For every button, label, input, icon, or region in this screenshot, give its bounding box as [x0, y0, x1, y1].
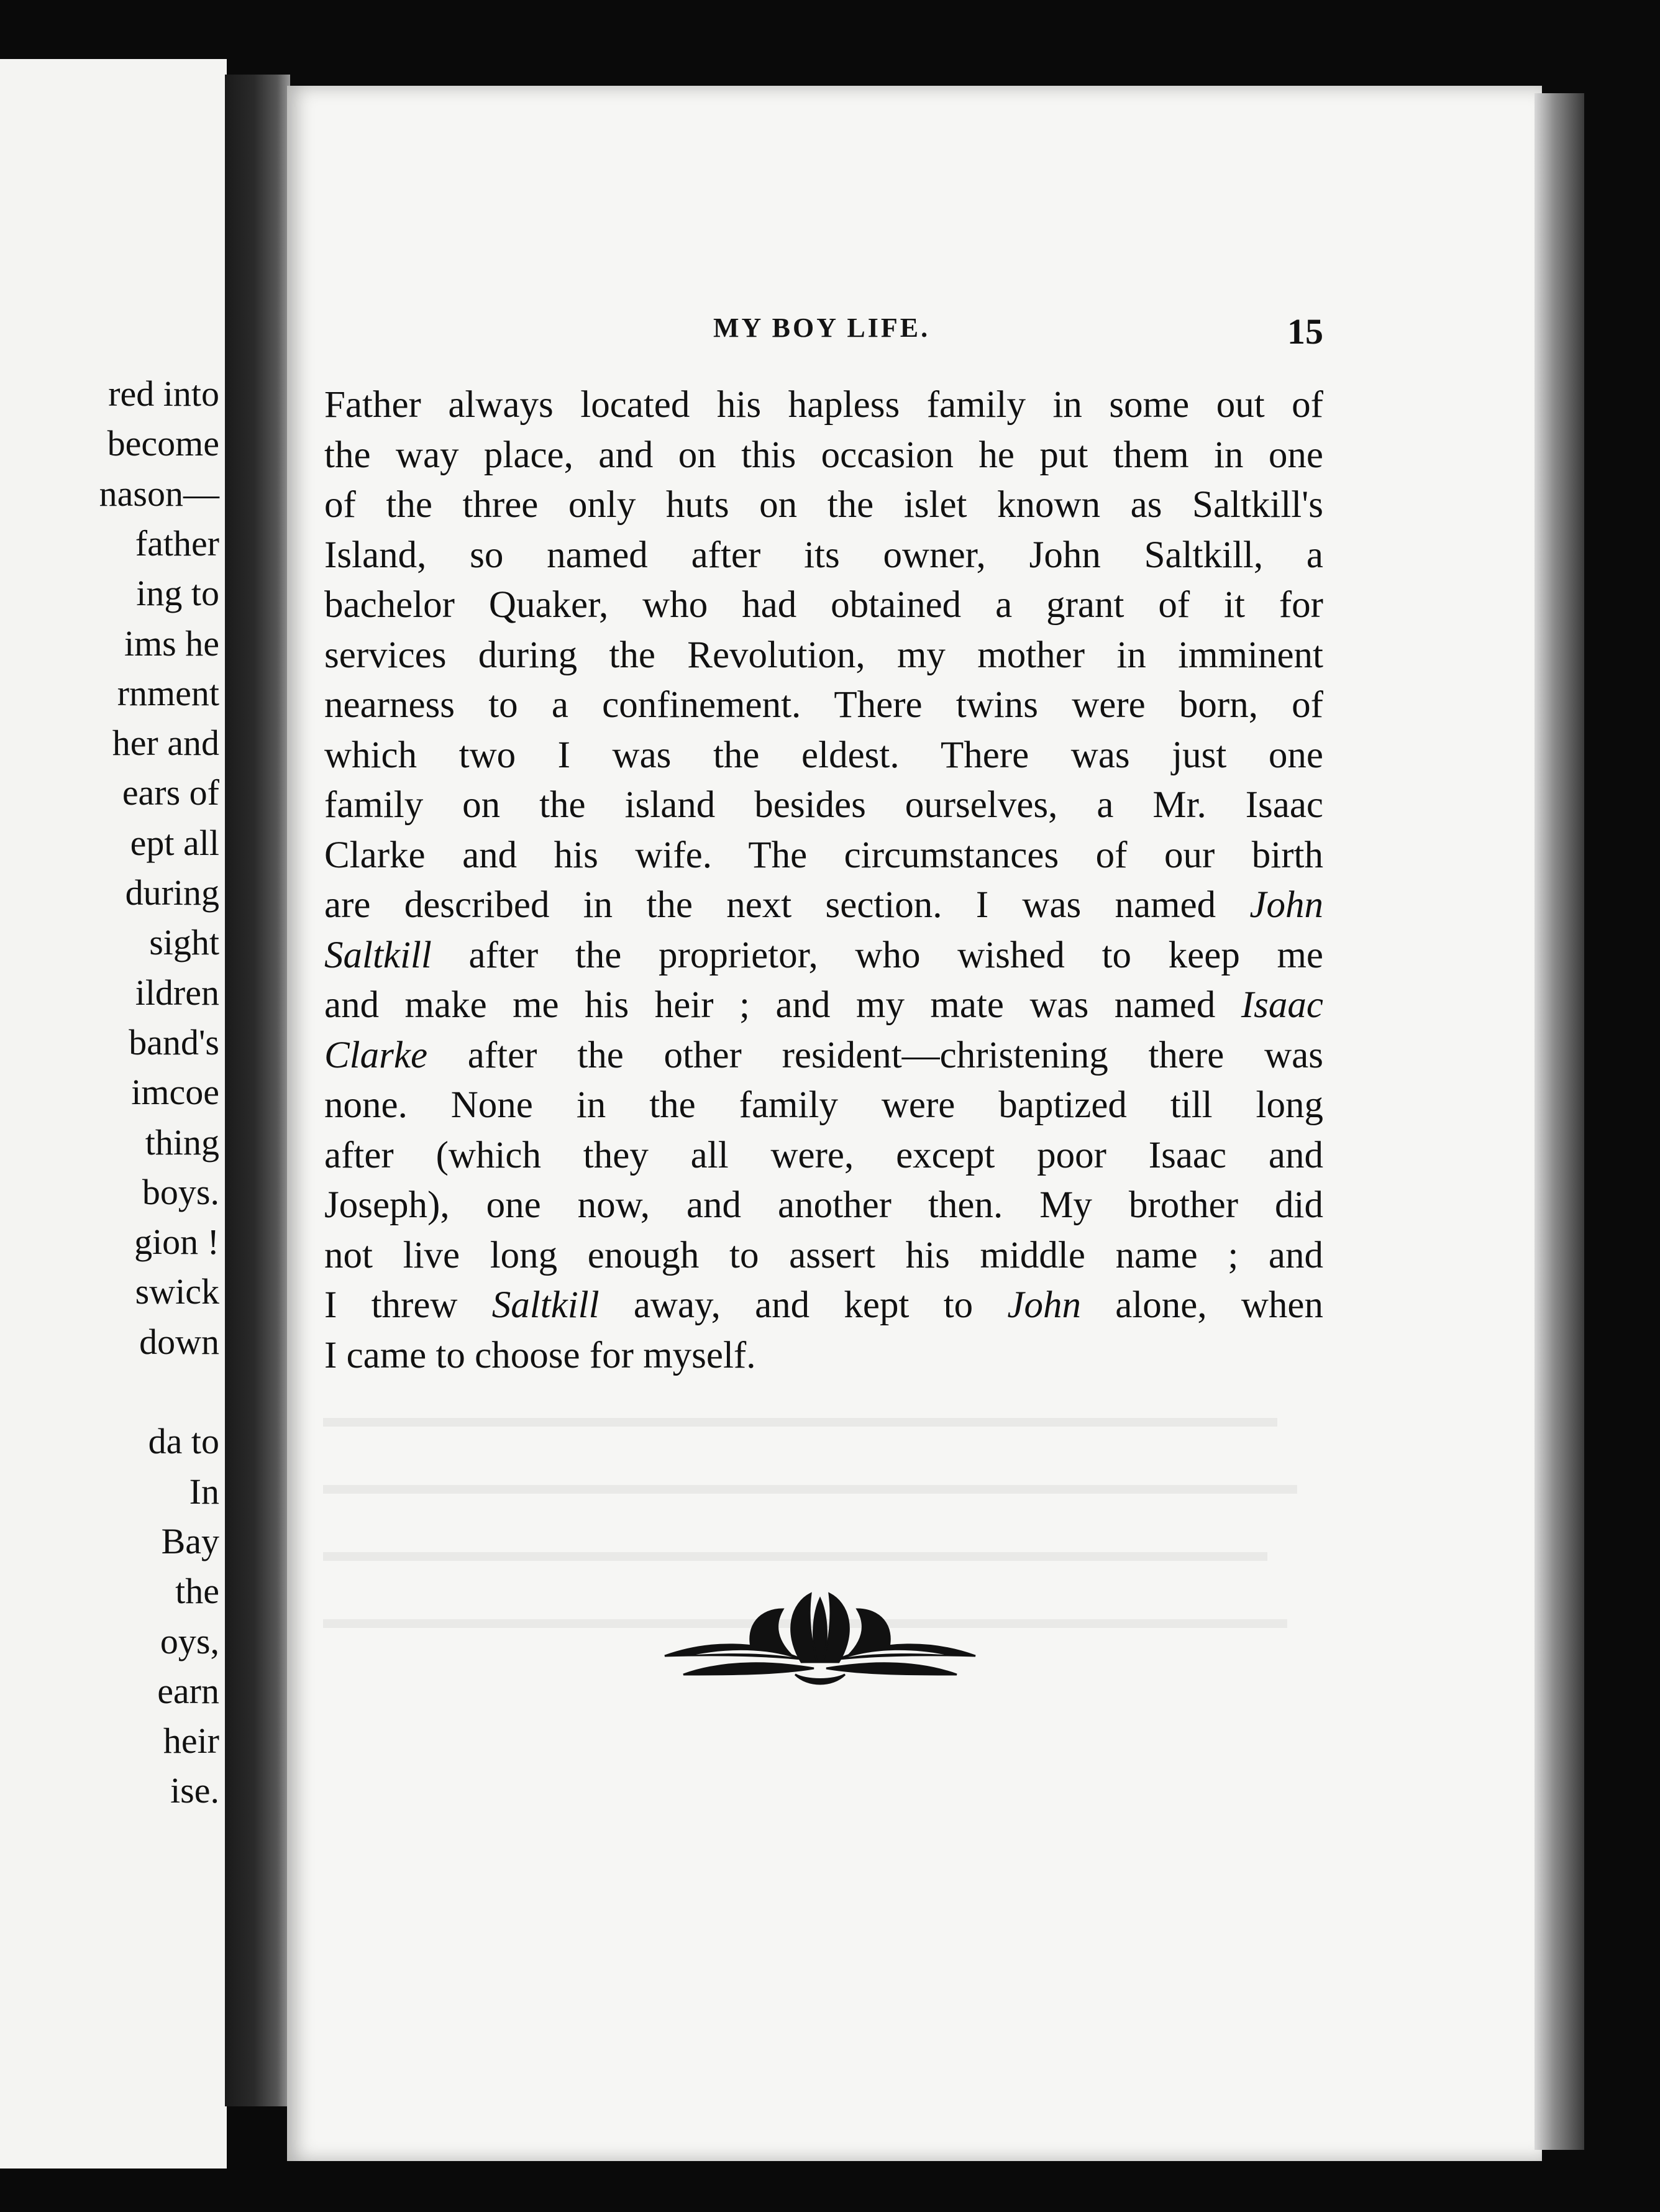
page-edge	[1535, 93, 1584, 2150]
left-page-fragment: boys.	[142, 1171, 219, 1212]
left-page-fragment: sight	[149, 922, 219, 963]
left-page-fragment: In	[189, 1471, 219, 1512]
text-run: which two I was the eldest. There was just one	[324, 734, 1323, 776]
text-run: alone, when	[1081, 1284, 1323, 1326]
text-run: are described in the next section. I was named	[324, 884, 1250, 926]
text-line	[324, 1081, 1323, 1131]
left-page-fragment: ildren	[135, 972, 219, 1013]
text-run: I threw	[324, 1284, 492, 1326]
left-page-fragment: imcoe	[131, 1072, 219, 1113]
left-page-fragment: heir	[163, 1721, 219, 1762]
left-page-fragment: nason—	[99, 473, 219, 514]
italic-text-run: Clarke	[324, 1034, 428, 1076]
left-page-fragment: oys,	[160, 1620, 219, 1661]
running-head: MY BOY LIFE.	[713, 313, 931, 343]
text-line	[324, 831, 1323, 881]
text-run: not live long enough to assert his middle name ; and	[324, 1234, 1323, 1276]
left-page-fragment: rnment	[117, 672, 219, 713]
text-run: after (which they all were, except poor Isaac and	[324, 1134, 1323, 1176]
left-page-fragment: her and	[112, 723, 219, 764]
left-page-fragment: earn	[157, 1670, 219, 1711]
text-run: I came to choose for myself.	[324, 1334, 756, 1376]
left-page-fragment: ims he	[124, 623, 219, 664]
left-page-fragment: become	[107, 423, 219, 464]
text-line	[324, 880, 1323, 931]
left-page-fragment: gion !	[134, 1222, 219, 1263]
italic-text-run: Saltkill	[491, 1284, 600, 1326]
left-page-fragment: band's	[129, 1021, 219, 1063]
book-gutter	[225, 75, 290, 2106]
text-run: Clarke and his wife. The circumstances of our birth	[324, 834, 1323, 876]
text-line	[324, 931, 1323, 981]
text-run: Island, so named after its owner, John Saltkill, a	[324, 534, 1323, 576]
text-line	[324, 1131, 1323, 1181]
text-line	[324, 980, 1323, 1031]
left-page-fragment: ept all	[130, 822, 219, 863]
text-run: after the proprietor, who wished to keep me	[431, 934, 1323, 976]
floral-tailpiece-icon	[659, 1581, 982, 1699]
text-run: none. None in the family were baptized till long	[324, 1084, 1323, 1126]
text-run: bachelor Quaker, who had obtained a grant of it for	[324, 584, 1323, 626]
left-facing-page	[0, 59, 227, 2169]
italic-text-run: Saltkill	[324, 934, 432, 976]
text-line	[324, 731, 1323, 781]
left-page-fragment: during	[125, 872, 219, 913]
left-page-fragment: ears of	[122, 772, 219, 813]
text-line	[324, 631, 1323, 681]
body-text	[324, 380, 1323, 1381]
page-number: 15	[1287, 311, 1323, 352]
left-page-fragment: ise.	[170, 1770, 219, 1811]
text-run: and make me his heir ; and my mate was named	[324, 984, 1241, 1026]
text-line	[324, 380, 1323, 431]
left-page-fragment: da to	[148, 1421, 219, 1462]
text-run: the way place, and on this occasion he put them in one	[324, 434, 1323, 476]
text-run: after the other resident—christening there was	[427, 1034, 1323, 1076]
text-run: nearness to a confinement. There twins were born, of	[324, 684, 1323, 726]
text-run: family on the island besides ourselves, a Mr. Isaac	[324, 784, 1323, 826]
italic-text-run: John	[1007, 1284, 1081, 1326]
text-line	[324, 1031, 1323, 1081]
italic-text-run: John	[1249, 884, 1323, 926]
left-page-fragment: ing to	[136, 573, 219, 614]
text-run: Father always located his hapless family in some out of	[324, 384, 1323, 426]
left-page-fragment: father	[135, 523, 219, 564]
text-run: Joseph), one now, and another then. My brother did	[324, 1184, 1323, 1226]
italic-text-run: Isaac	[1241, 984, 1323, 1026]
left-page-fragment: the	[175, 1571, 219, 1612]
text-line	[324, 1181, 1323, 1231]
text-run: services during the Revolution, my mother in imminent	[324, 634, 1323, 676]
text-line	[324, 780, 1323, 831]
text-line	[324, 1281, 1323, 1331]
left-page-fragment: red into	[108, 373, 219, 414]
text-line	[324, 1331, 1323, 1381]
text-line	[324, 480, 1323, 531]
left-page-fragment: thing	[145, 1122, 219, 1163]
left-page-fragment: swick	[135, 1271, 219, 1312]
text-line	[324, 431, 1323, 481]
text-line	[324, 531, 1323, 581]
left-page-fragment: Bay	[161, 1520, 219, 1561]
left-page-fragment: down	[139, 1321, 219, 1362]
text-line	[324, 680, 1323, 731]
text-run: away, and kept to	[599, 1284, 1008, 1326]
text-line	[324, 1231, 1323, 1281]
text-line	[324, 580, 1323, 631]
text-run: of the three only huts on the islet known as Saltkill's	[324, 484, 1323, 526]
